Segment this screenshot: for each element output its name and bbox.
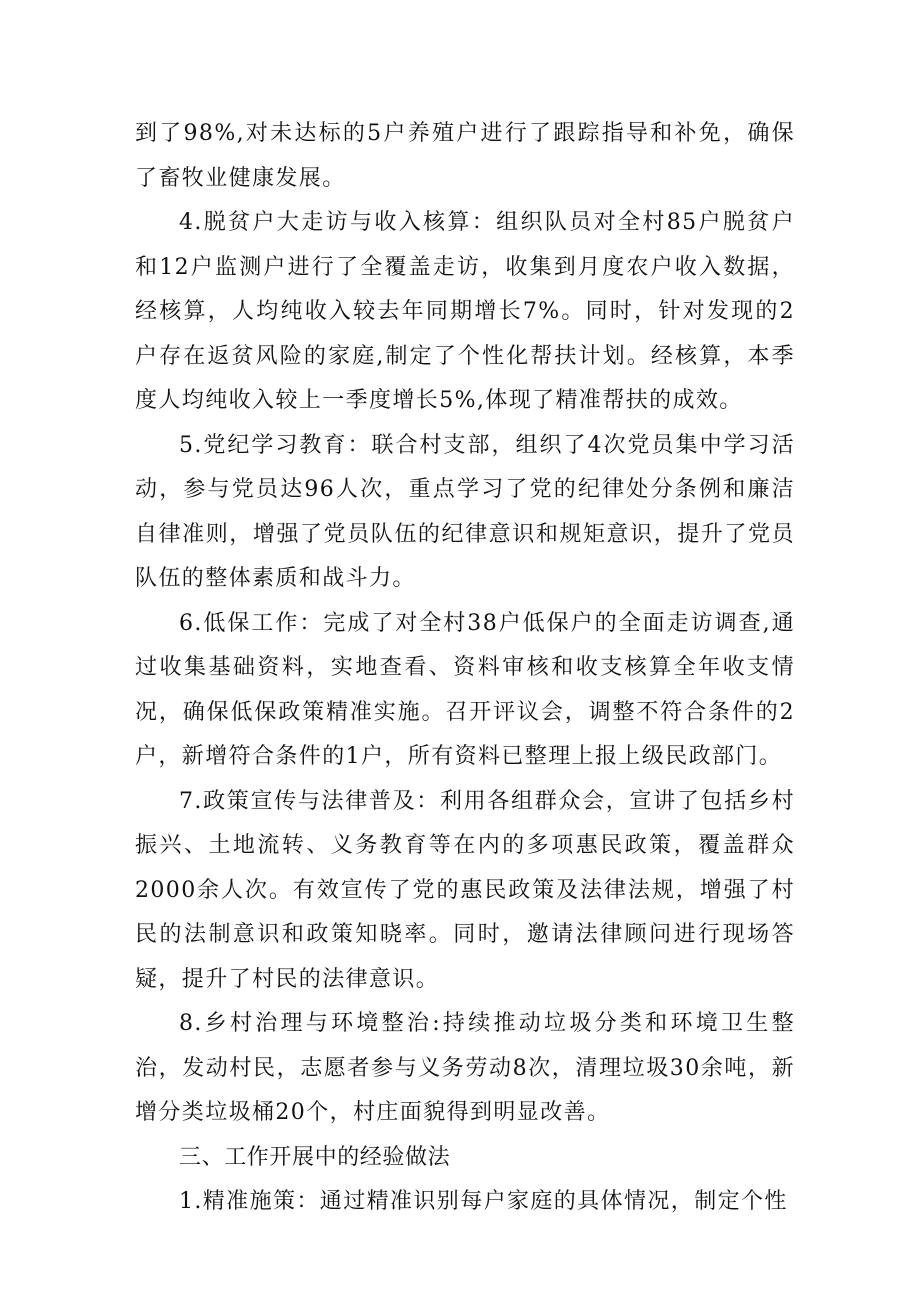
document-body: [135, 112, 795, 1225]
paragraph-4-household-visits: 4.脱贫户大走访与收入核算：组织队员对全村85户脱贫户和12户监测户进行了全覆盖走访，收集到月度农户收入数据，经核算，人均纯收入较去年同期增长7%。同时，针对发现的2户存在返贫风险的家庭,制定了个性化帮扶计划。经核算，本季度人均纯收入较上一季度增长5%,体现了精准帮扶的成效。: [135, 210, 795, 413]
paragraph-precise-measures: 1.精准施策：通过精准识别每户家庭的具体情况，制定个性: [179, 1189, 788, 1214]
section-heading-3: 三、工作开展中的经验做法: [179, 1144, 451, 1170]
paragraph-livestock-continuation: 到了98%,对未达标的5户养殖户进行了跟踪指导和补免，确保了畜牧业健康发展。: [135, 121, 795, 191]
paragraph-6-low-income-support: 6.低保工作：完成了对全村38户低保户的全面走访调查,通过收集基础资料，实地查看、资料审核和收支核算全年收支情况，确保低保政策精准实施。召开评议会，调整不符合条件的2户，新增符合条件的1户，所有资料已整理上报上级民政部门。: [135, 610, 795, 769]
paragraph-7-policy-publicity: 7.政策宣传与法律普及：利用各组群众会，宣讲了包括乡村振兴、土地流转、义务教育等在内的多项惠民政策，覆盖群众2000余人次。有效宣传了党的惠民政策及法律法规，增强了村民的法制意识和政策知晓率。同时，邀请法律顾问进行现场答疑，提升了村民的法律意识。: [135, 788, 795, 992]
paragraph-5-party-discipline: 5.党纪学习教育：联合村支部，组织了4次党员集中学习活动，参与党员达96人次，重点学习了党的纪律处分条例和廉洁自律准则，增强了党员队伍的纪律意识和规矩意识，提升了党员队伍的整体素质和战斗力。: [135, 432, 795, 591]
paragraph-8-rural-governance: 8.乡村治理与环境整治:持续推动垃圾分类和环境卫生整治，发动村民，志愿者参与义务劳动8次，清理垃圾30余吨，新增分类垃圾桶20个，村庄面貌得到明显改善。: [135, 1011, 795, 1125]
